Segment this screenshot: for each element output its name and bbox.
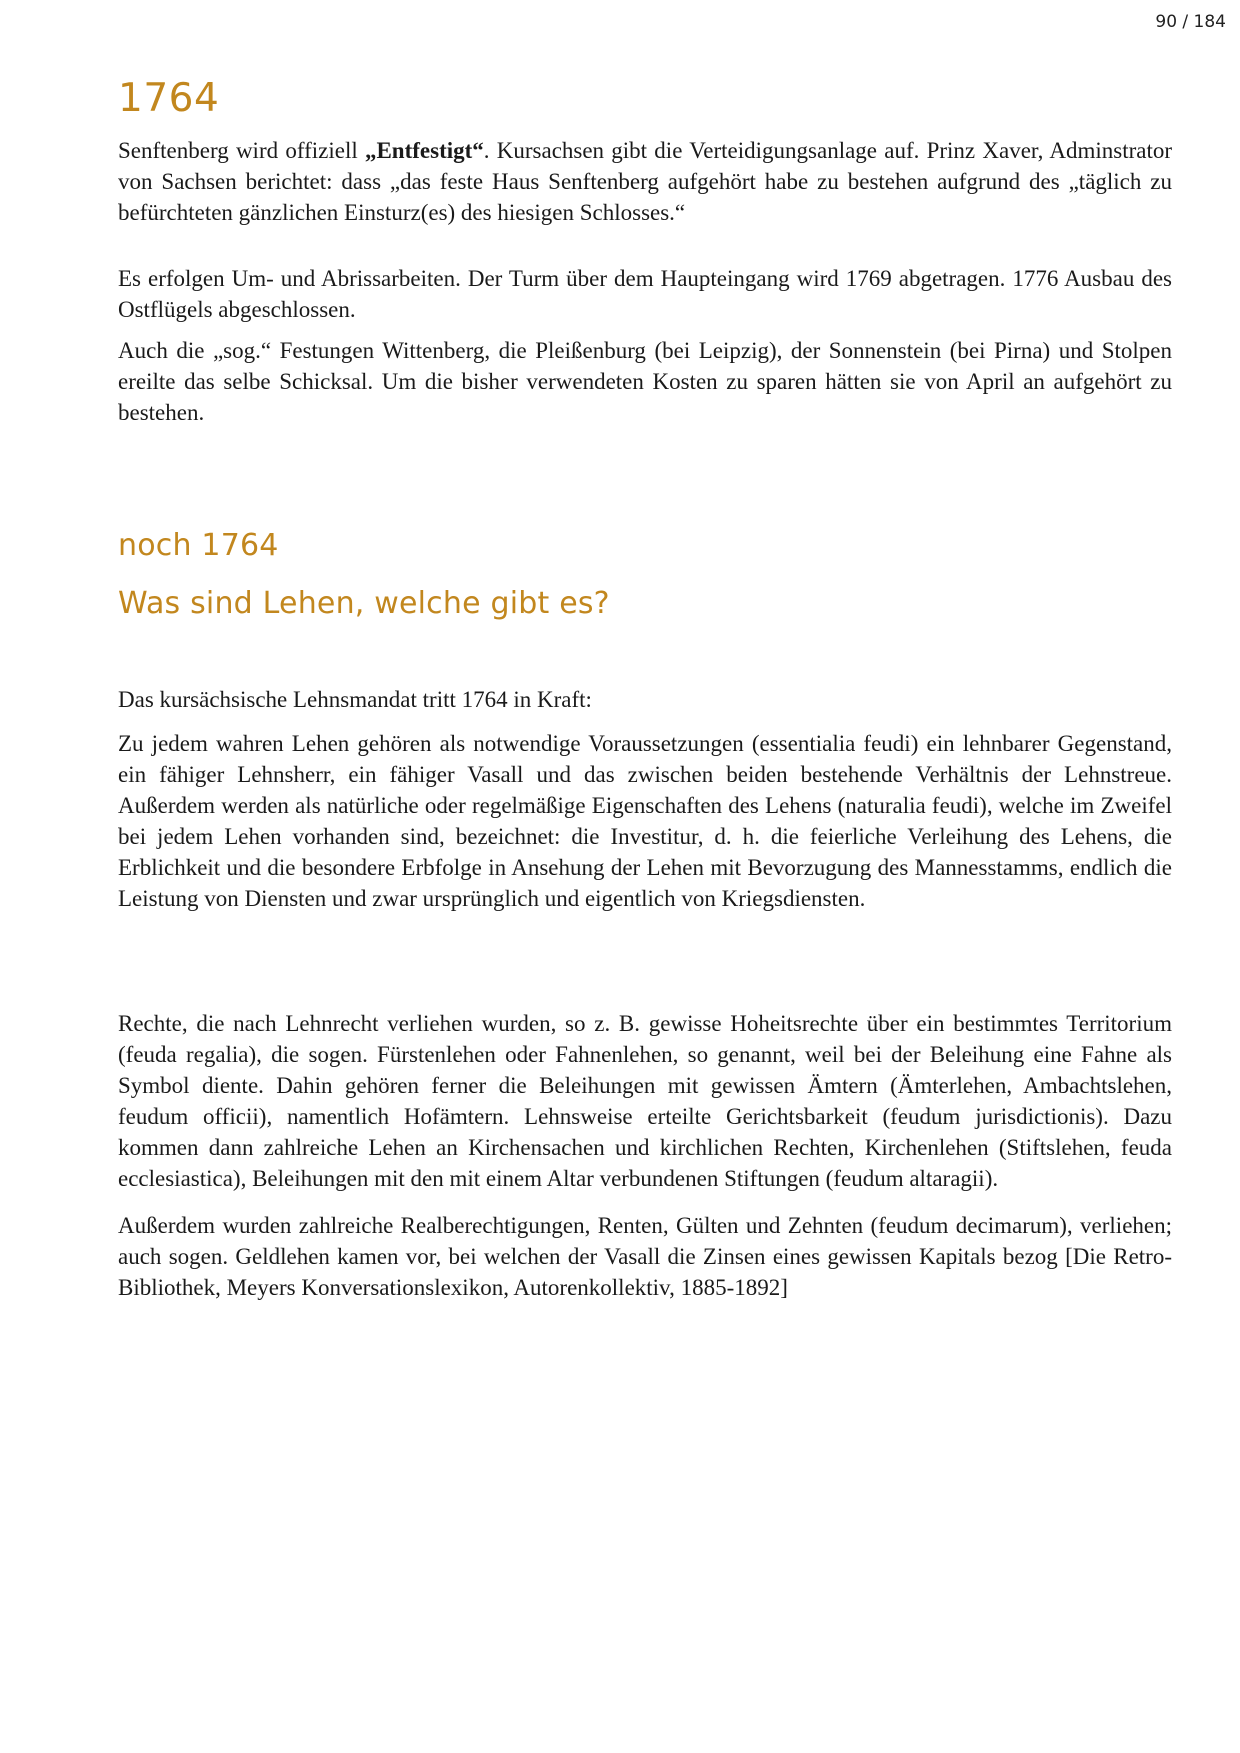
paragraph-entfestigt [118,135,1172,228]
rechte-block [118,1008,1172,1303]
paragraph-rechte: Rechte, die nach Lehnrecht verliehen wurden, so z. B. gewisse Hoheitsrechte über ein bestimmtes Territorium (feuda regalia), die sogen. Fürstenlehen oder Fahnenlehen, so genannt, weil bei der Beleihung eine Fahne als Symbol diente. Dahin gehören ferner die Beleihungen mit gewissen Ämtern (Ämterlehen, Ambachtslehen, feudum officii), namentlich Hofämtern. Lehnsweise erteilte Gerichtsbarkeit (feudum jurisdictionis). Dazu kommen dann zahlreiche Lehen an Kirchensachen und kirchlichen Rechten, Kirchenlehen (Stiftslehen, feuda ecclesiastica), Beleihungen mit den mit einem Altar verbundenen Stiftungen (feudum altaragii). [118,1011,1172,1191]
heading-1764: 1764 [118,76,220,121]
page-number: 90 / 184 [1155,12,1226,32]
entfestigt-bold-text: „Entfestigt“ [364,138,484,163]
paragraph-festungen: Auch die „sog.“ Festungen Wittenberg, die Pleißenburg (bei Leipzig), der Sonnenstein (bei Pirna) und Stolpen ereilte das selbe Schicksal. Um die bisher verwendeten Kosten zu sparen hätten sie von April an aufgehört zu bestehen. [118,338,1172,425]
paragraph-lehnsmandat: Das kursächsische Lehnsmandat tritt 1764 in Kraft: [118,687,592,712]
heading-noch-1764: noch 1764 [118,528,279,563]
paragraph-entfestigt-rest: . Kursachsen gibt die Verteidigungsanlage auf. Prinz Xaver, Adminstrator von Sachsen berichtet: dass „das feste Haus Senftenberg aufgehört habe zu bestehen aufgrund des „täglich zu befürchteten gänzlichen Einsturz(es) des hiesigen Schlosses.“ [118,138,1172,225]
paragraph-entfestigt-start: Senftenberg wird offiziell [118,138,365,163]
paragraph-abrissarbeiten: Es erfolgen Um- und Abrissarbeiten. Der Turm über dem Haupteingang wird 1769 abgetragen. 1776 Ausbau des Ostflügels abgeschlossen. [118,266,1172,322]
heading-was-sind-lehen: Was sind Lehen, welche gibt es? [118,586,610,621]
paragraph-realberechtigungen: Außerdem wurden zahlreiche Realberechtigungen, Renten, Gülten und Zehnten (feudum decimarum), verliehen; auch sogen. Geldlehen kamen vor, bei welchen der Vasall die Zinsen eines gewissen Kapitals bezog [Die Retro-Bibliothek, Meyers Konversationslexikon, Autorenkollektiv, 1885-1892] [118,1213,1172,1300]
paragraph-lehen-definition: Zu jedem wahren Lehen gehören als notwendige Voraussetzungen (essentialia feudi) ein lehnbarer Gegenstand, ein fähiger Lehnsherr, ein fähiger Vasall und das zwischen beiden bestehende Verhältnis der Lehnstreue. Außerdem werden als natürliche oder regelmäßige Eigenschaften des Lehens (naturalia feudi), welche im Zweifel bei jedem Lehen vorhanden sind, bezeichnet: die Investitur, d. h. die feierliche Verleihung des Lehens, die Erblichkeit und die besondere Erbfolge in Ansehung der Lehen mit Bevorzugung des Mannesstamms, endlich die Leistung von Diensten und zwar ursprünglich und eigentlich von Kriegsdiensten. [118,731,1172,911]
